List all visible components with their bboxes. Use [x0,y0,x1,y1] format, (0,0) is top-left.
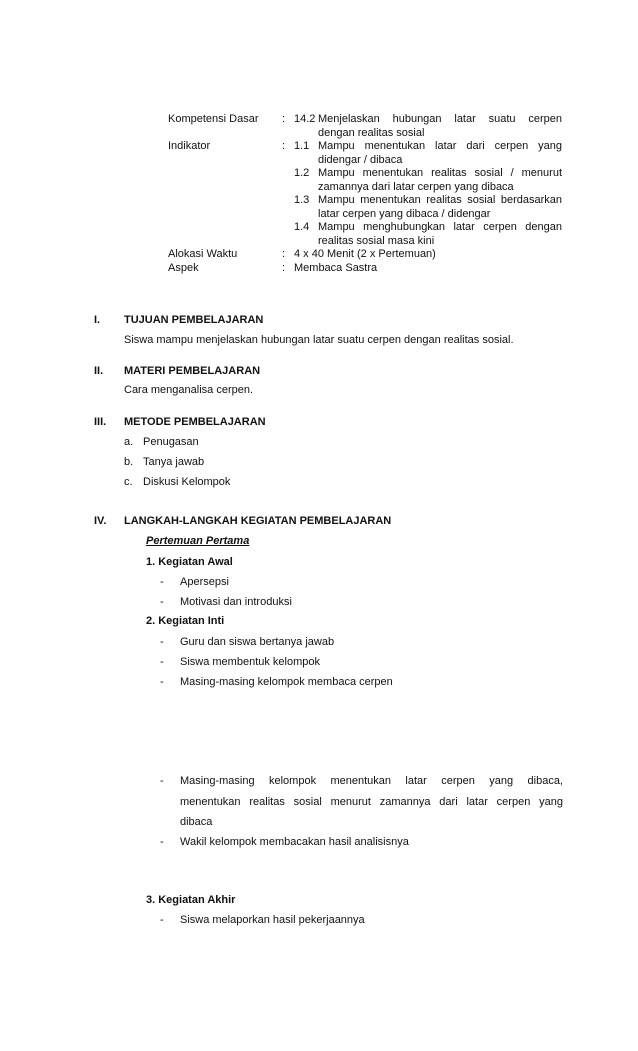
kegiatan-heading: 3. Kegiatan Akhir [146,894,236,906]
colon: : [282,140,286,152]
dash-marker: - [160,596,164,608]
dash-marker: - [160,836,164,848]
dash-marker: - [160,676,164,688]
list-item-line2: menentukan realitas sosial menurut zamannya dari latar cerpen yang [180,796,563,808]
section-number: II. [94,365,104,377]
list-marker: c. [124,476,133,488]
colon: : [282,248,286,260]
list-item: Siswa melaporkan hasil pekerjaannya [180,914,365,926]
dash-marker: - [160,775,164,787]
list-item: Masing-masing kelompok membaca cerpen [180,676,393,688]
indicator-text: Mampu menentukan realitas sosial berdasarkan [318,194,562,206]
section-number: IV. [94,515,107,527]
dash-marker: - [160,576,164,588]
indicator-number: 1.1 [294,140,310,152]
section-text: Cara menganalisa cerpen. [124,384,254,396]
list-item: Apersepsi [180,576,229,588]
section-number: III. [94,416,107,428]
dash-marker: - [160,656,164,668]
indicator-text: realitas sosial masa kini [318,235,435,247]
indicator-number: 1.3 [294,194,310,206]
list-item: Motivasi dan introduksi [180,596,292,608]
indicator-text: latar cerpen yang dibaca / didengar [318,208,491,220]
alokasi-waktu-value: 4 x 40 Menit (2 x Pertemuan) [294,248,436,260]
indicator-text: Mampu menghubungkan latar cerpen dengan [318,221,562,233]
aspek-label: Aspek [168,262,199,274]
kd-number: 14.2 [294,113,316,125]
kd-text-line1: Menjelaskan hubungan latar suatu cerpen [318,113,562,125]
indicator-text: Mampu menentukan latar dari cerpen yang [318,140,562,152]
list-item: Wakil kelompok membacakan hasil analisisnya [180,836,409,848]
kompetensi-dasar-label: Kompetensi Dasar [168,113,259,125]
list-item-line1: Masing-masing kelompok menentukan latar cerpen yang dibaca, [180,775,563,787]
indicator-text: zamannya dari latar cerpen yang dibaca [318,181,514,193]
alokasi-waktu-label: Alokasi Waktu [168,248,238,260]
section-title: LANGKAH-LANGKAH KEGIATAN PEMBELAJARAN [124,515,392,527]
colon: : [282,262,286,274]
list-item: Diskusi Kelompok [143,476,231,488]
kegiatan-heading: 2. Kegiatan Inti [146,615,225,627]
list-item: Guru dan siswa bertanya jawab [180,636,335,648]
list-item: Penugasan [143,436,199,448]
section-title: TUJUAN PEMBELAJARAN [124,314,264,326]
list-marker: a. [124,436,134,448]
list-item: Tanya jawab [143,456,205,468]
list-item: Siswa membentuk kelompok [180,656,321,668]
kd-text-line2: dengan realitas sosial [318,127,425,139]
section-text: Siswa mampu menjelaskan hubungan latar suatu cerpen dengan realitas sosial. [124,334,514,346]
kegiatan-heading: 1. Kegiatan Awal [146,556,233,568]
pertemuan-heading: Pertemuan Pertama [146,535,250,547]
section-number: I. [94,314,101,326]
list-marker: b. [124,456,134,468]
dash-marker: - [160,914,164,926]
aspek-value: Membaca Sastra [294,262,378,274]
section-title: MATERI PEMBELAJARAN [124,365,261,377]
colon: : [282,113,286,125]
indicator-number: 1.2 [294,167,310,179]
indicator-text: didengar / dibaca [318,154,403,166]
dash-marker: - [160,636,164,648]
indikator-label: Indikator [168,140,211,152]
section-title: METODE PEMBELAJARAN [124,416,266,428]
indicator-number: 1.4 [294,221,310,233]
indicator-text: Mampu menentukan realitas sosial / menurut [318,167,562,179]
list-item-line3: dibaca [180,816,213,828]
